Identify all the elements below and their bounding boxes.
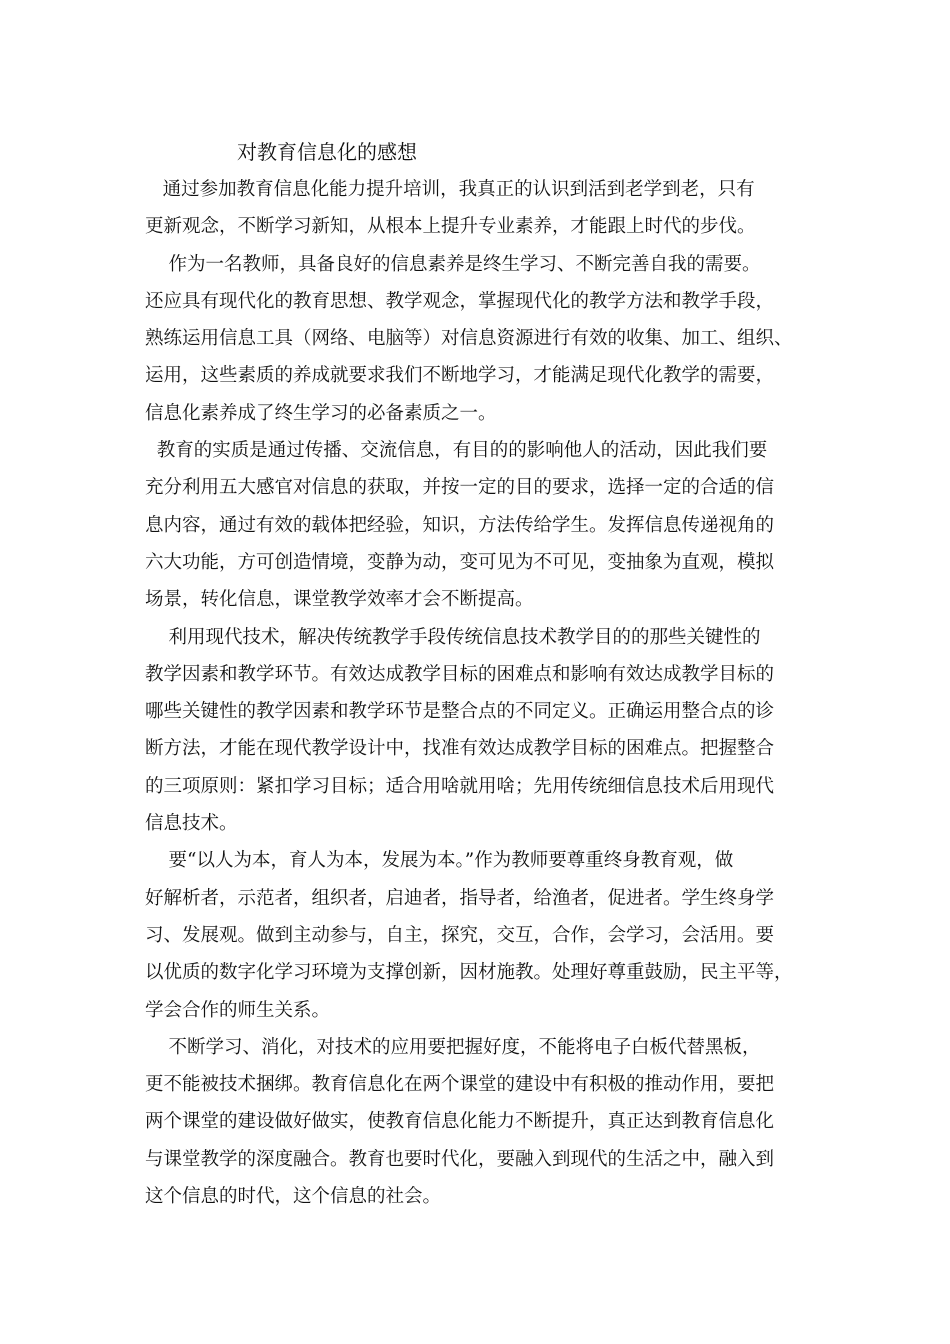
text-line: 以优质的数字化学习环境为支撑创新，因材施教。处理好尊重鼓励，民主平等， xyxy=(145,962,793,984)
text-line: 六大功能，方可创造情境，变静为动，变可见为不可见，变抽象为直观，模拟 xyxy=(145,551,775,573)
text-line: 教学因素和教学环节。有效达成教学目标的困难点和影响有效达成教学目标的 xyxy=(145,663,775,685)
text-line: 要“以人为本，育人为本，发展为本。”作为教师要尊重终身教育观，做 xyxy=(145,850,734,872)
text-line: 这个信息的时代，这个信息的社会。 xyxy=(145,1186,442,1208)
text-line: 习、发展观。做到主动参与，自主，探究，交互，合作，会学习，会活用。要 xyxy=(145,924,775,946)
document-title: 对教育信息化的感想 xyxy=(237,140,417,164)
text-line: 信息化素养成了终生学习的必备素质之一。 xyxy=(145,402,497,424)
document-body xyxy=(145,171,825,1215)
text-line: 教育的实质是通过传播、交流信息，有目的的影响他人的活动，因此我们要 xyxy=(145,440,768,462)
text-line: 作为一名教师，具备良好的信息素养是终生学习、不断完善自我的需要。 xyxy=(145,253,761,275)
text-line: 通过参加教育信息化能力提升培训，我真正的认识到活到老学到老，只有 xyxy=(145,179,755,200)
text-line: 断方法，才能在现代教学设计中，找准有效达成教学目标的困难点。把握整合 xyxy=(145,738,775,760)
text-line: 的三项原则：紧扣学习目标；适合用啥就用啥；先用传统细信息技术后用现代 xyxy=(145,775,775,797)
text-line: 与课堂教学的深度融合。教育也要时代化，要融入到现代的生活之中，融入到 xyxy=(145,1148,775,1170)
text-line: 利用现代技术，解决传统教学手段传统信息技术教学目的的那些关键性的 xyxy=(145,626,761,648)
text-line: 充分利用五大感官对信息的获取，并按一定的目的要求，选择一定的合适的信 xyxy=(145,477,775,499)
text-line: 信息技术。 xyxy=(145,813,238,835)
text-line: 两个课堂的建设做好做实，使教育信息化能力不断提升，真正达到教育信息化 xyxy=(145,1111,775,1133)
text-line: 更不能被技术捆绑。教育信息化在两个课堂的建设中有积极的推动作用，要把 xyxy=(145,1074,775,1096)
text-line: 场景，转化信息，课堂教学效率才会不断提高。 xyxy=(145,589,534,611)
text-line: 运用，这些素质的养成就要求我们不断地学习，才能满足现代化教学的需要， xyxy=(145,365,775,387)
text-line: 更新观念，不断学习新知，从根本上提升专业素养，才能跟上时代的步伐。 xyxy=(145,216,756,238)
text-line: 学会合作的师生关系。 xyxy=(145,999,331,1021)
text-line: 好解析者，示范者，组织者，启迪者，指导者，给渔者，促进者。学生终身学 xyxy=(145,887,775,909)
text-line: 不断学习、消化，对技术的应用要把握好度，不能将电子白板代替黑板， xyxy=(145,1036,761,1058)
text-line: 息内容，通过有效的载体把经验，知识，方法传给学生。发挥信息传递视角的 xyxy=(145,514,775,536)
text-line: 还应具有现代化的教育思想、教学观念，掌握现代化的教学方法和教学手段， xyxy=(145,290,775,312)
text-line: 熟练运用信息工具（网络、电脑等）对信息资源进行有效的收集、加工、组织、 xyxy=(145,328,793,350)
text-line: 哪些关键性的教学因素和教学环节是整合点的不同定义。正确运用整合点的诊 xyxy=(145,701,775,723)
